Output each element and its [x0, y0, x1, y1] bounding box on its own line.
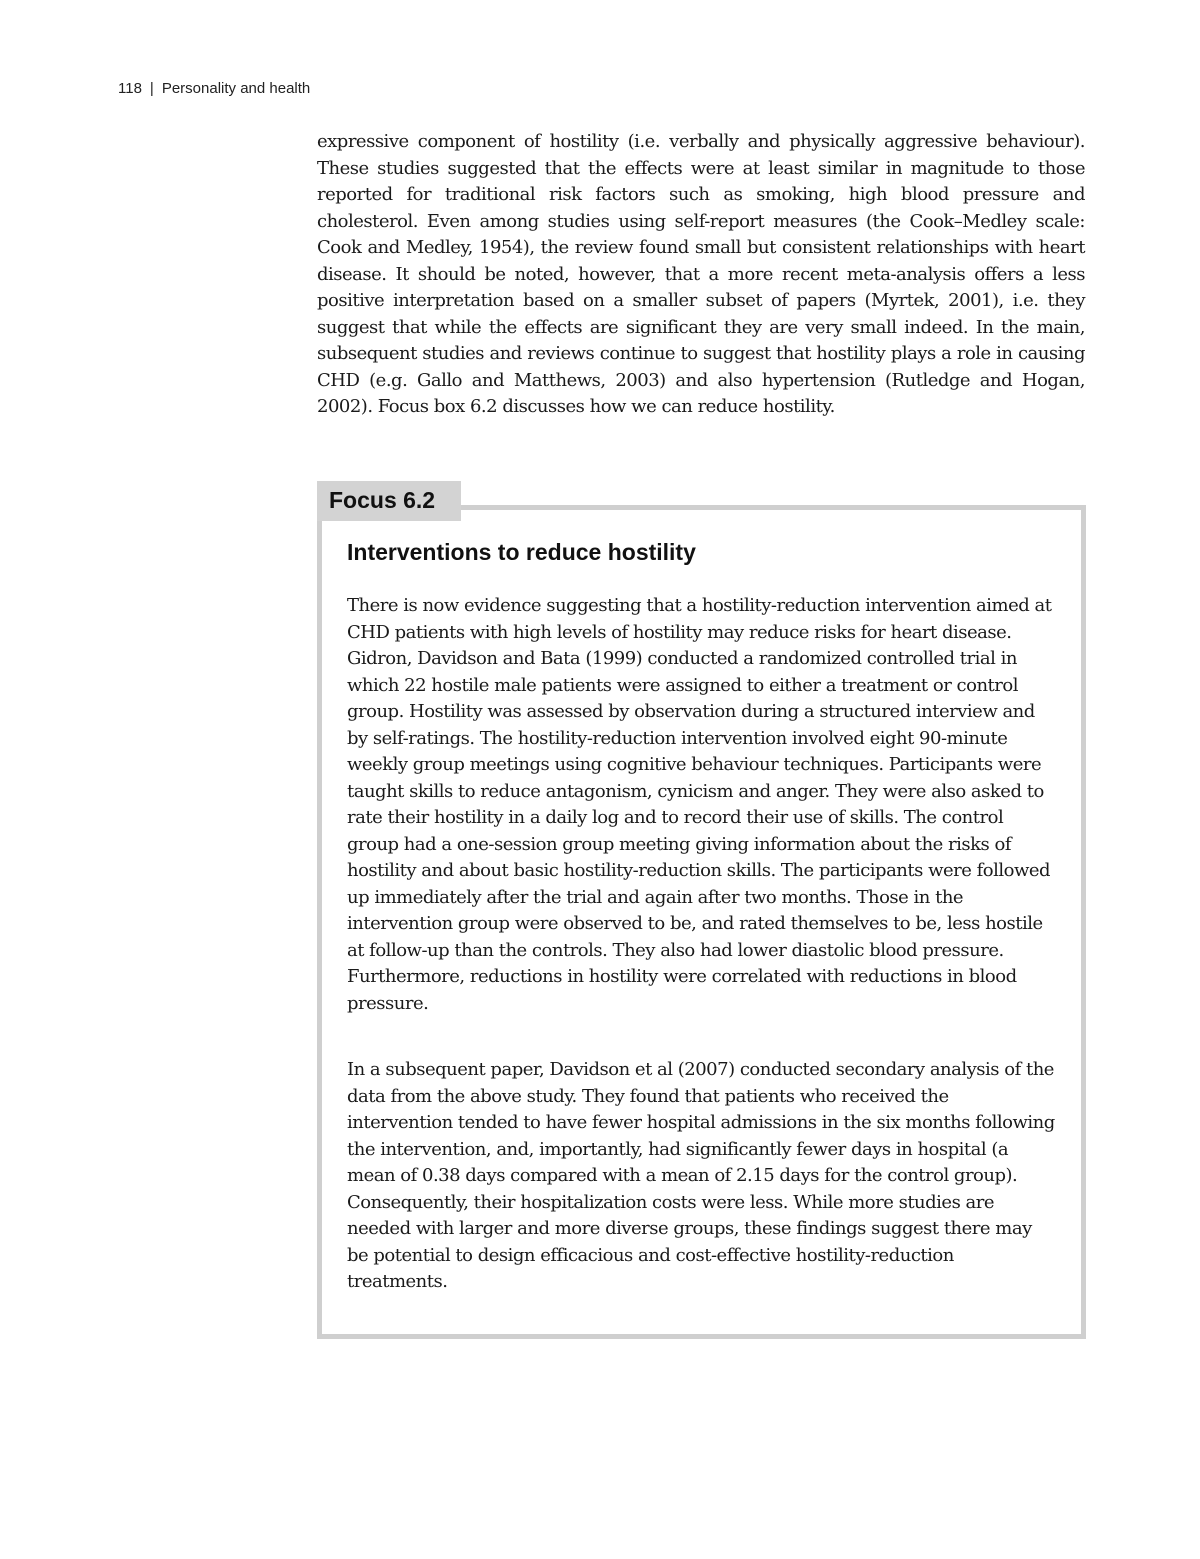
- header-separator: |: [149, 80, 154, 97]
- body-paragraph: expressive component of hostility (i.e. verbally and physically aggressive behaviour). These studies suggested that the effects were at least similar in magnitude to those reported for traditional risk factors such as smoking, high blood pressure and cholesterol. Even among studies using self-report measures (the Cook–Medley scale: Cook and Medley, 1954), the review found small but consistent relationships with heart disease. It should be noted, however, that a more recent meta-analysis offers a less positive interpretation based on a smaller subset of papers (Myrtek, 2001), i.e. they suggest that while the effects are significant they are very small indeed. In the main, subsequent studies and reviews continue to suggest that hostility plays a role in causing CHD (e.g. Gallo and Matthews, 2003) and also hypertension (Rutledge and Hogan, 2002). Focus box 6.2 discusses how we can reduce hostility.: [317, 131, 1085, 417]
- focus-box-paragraph-1: There is now evidence suggesting that a hostility-reduction intervention aimed at CHD patients with high levels of hostility may reduce risks for heart disease. Gidron, Davidson and Bata (1999) conducted a randomized controlled trial in which 22 hostile male patients were assigned to either a treatment or control group. Hostility was assessed by observation during a structured interview and by self-ratings. The hostility-reduction intervention involved eight 90-minute weekly group meetings using cognitive behaviour techniques. Participants were taught skills to reduce antagonism, cynicism and anger. They were also asked to rate their hostility in a daily log and to record their use of skills. The control group had a one-session group meeting giving information about the risks of hostility and about basic hostility-reduction skills. The participants were followed up immediately after the trial and again after two months. Those in the intervention group were observed to be, and rated themselves to be, less hostile at follow-up than the controls. They also had lower diastolic blood pressure. Furthermore, reductions in hostility were correlated with reductions in blood pressure.: [347, 595, 1052, 1014]
- focus-box-label: Focus 6.2: [317, 481, 461, 521]
- running-header: [118, 80, 310, 97]
- chapter-title: Personality and health: [161, 80, 311, 97]
- page-number: 118: [118, 80, 142, 97]
- focus-box-paragraph-2: In a subsequent paper, Davidson et al (2007) conducted secondary analysis of the data from the above study. They found that patients who received the intervention tended to have fewer hospital admissions in the six months following the intervention, and, importantly, had significantly fewer days in hospital (a mean of 0.38 days compared with a mean of 2.15 days for the control group). Consequently, their hospitalization costs were less. While more studies are needed with larger and more diverse groups, these findings suggest there may be potential to design efficacious and cost-effective hostility-reduction treatments.: [347, 1059, 1055, 1292]
- focus-box-title: Interventions to reduce hostility: [347, 539, 696, 565]
